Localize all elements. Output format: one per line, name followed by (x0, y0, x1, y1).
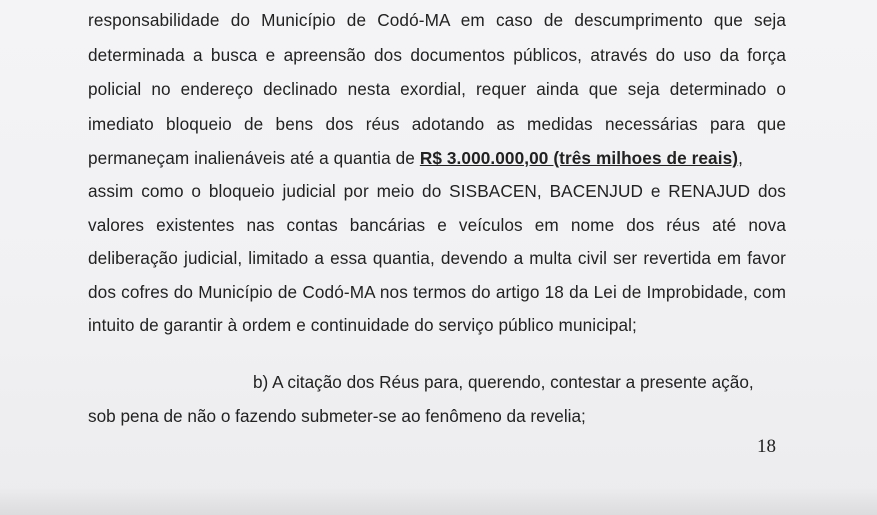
text-line-1: responsabilidade do Município de Codó-MA em caso de descumprimento que seja (88, 10, 786, 30)
page-shadow (0, 487, 877, 515)
text-line-3: policial no endereço declinado nesta exordial, requer ainda que seja determinado o (88, 79, 786, 99)
text-line-8: deliberação judicial, limitado a essa quantia, devendo a multa civil ser revertida em favor (88, 248, 786, 268)
item-b-line-1: b) A citação dos Réus para, querendo, contestar a presente ação, (253, 372, 754, 392)
text-line-7: valores existentes nas contas bancárias e veículos em nome dos réus até nova (88, 215, 786, 235)
text-line-5-start: permaneçam inalienáveis até a quantia de (88, 148, 420, 168)
text-line-4: imediato bloqueio de bens dos réus adotando as medidas necessárias para que (88, 114, 786, 134)
text-line-5 (88, 148, 786, 169)
item-b-line-2: sob pena de não o fazendo submeter-se ao fenômeno da revelia; (88, 406, 586, 426)
page-number: 18 (757, 436, 776, 457)
amount-highlight: R$ 3.000.000,00 (três milhoes de reais) (419, 148, 739, 168)
text-line-5-end: , (738, 148, 743, 168)
text-line-2: determinada a busca e apreensão dos documentos públicos, através do uso da força (88, 45, 786, 65)
text-line-10: intuito de garantir à ordem e continuidade do serviço público municipal; (88, 315, 637, 335)
text-line-9: dos cofres do Município de Codó-MA nos termos do artigo 18 da Lei de Improbidade, com (88, 282, 786, 302)
text-line-6: assim como o bloqueio judicial por meio do SISBACEN, BACENJUD e RENAJUD dos (88, 181, 786, 201)
